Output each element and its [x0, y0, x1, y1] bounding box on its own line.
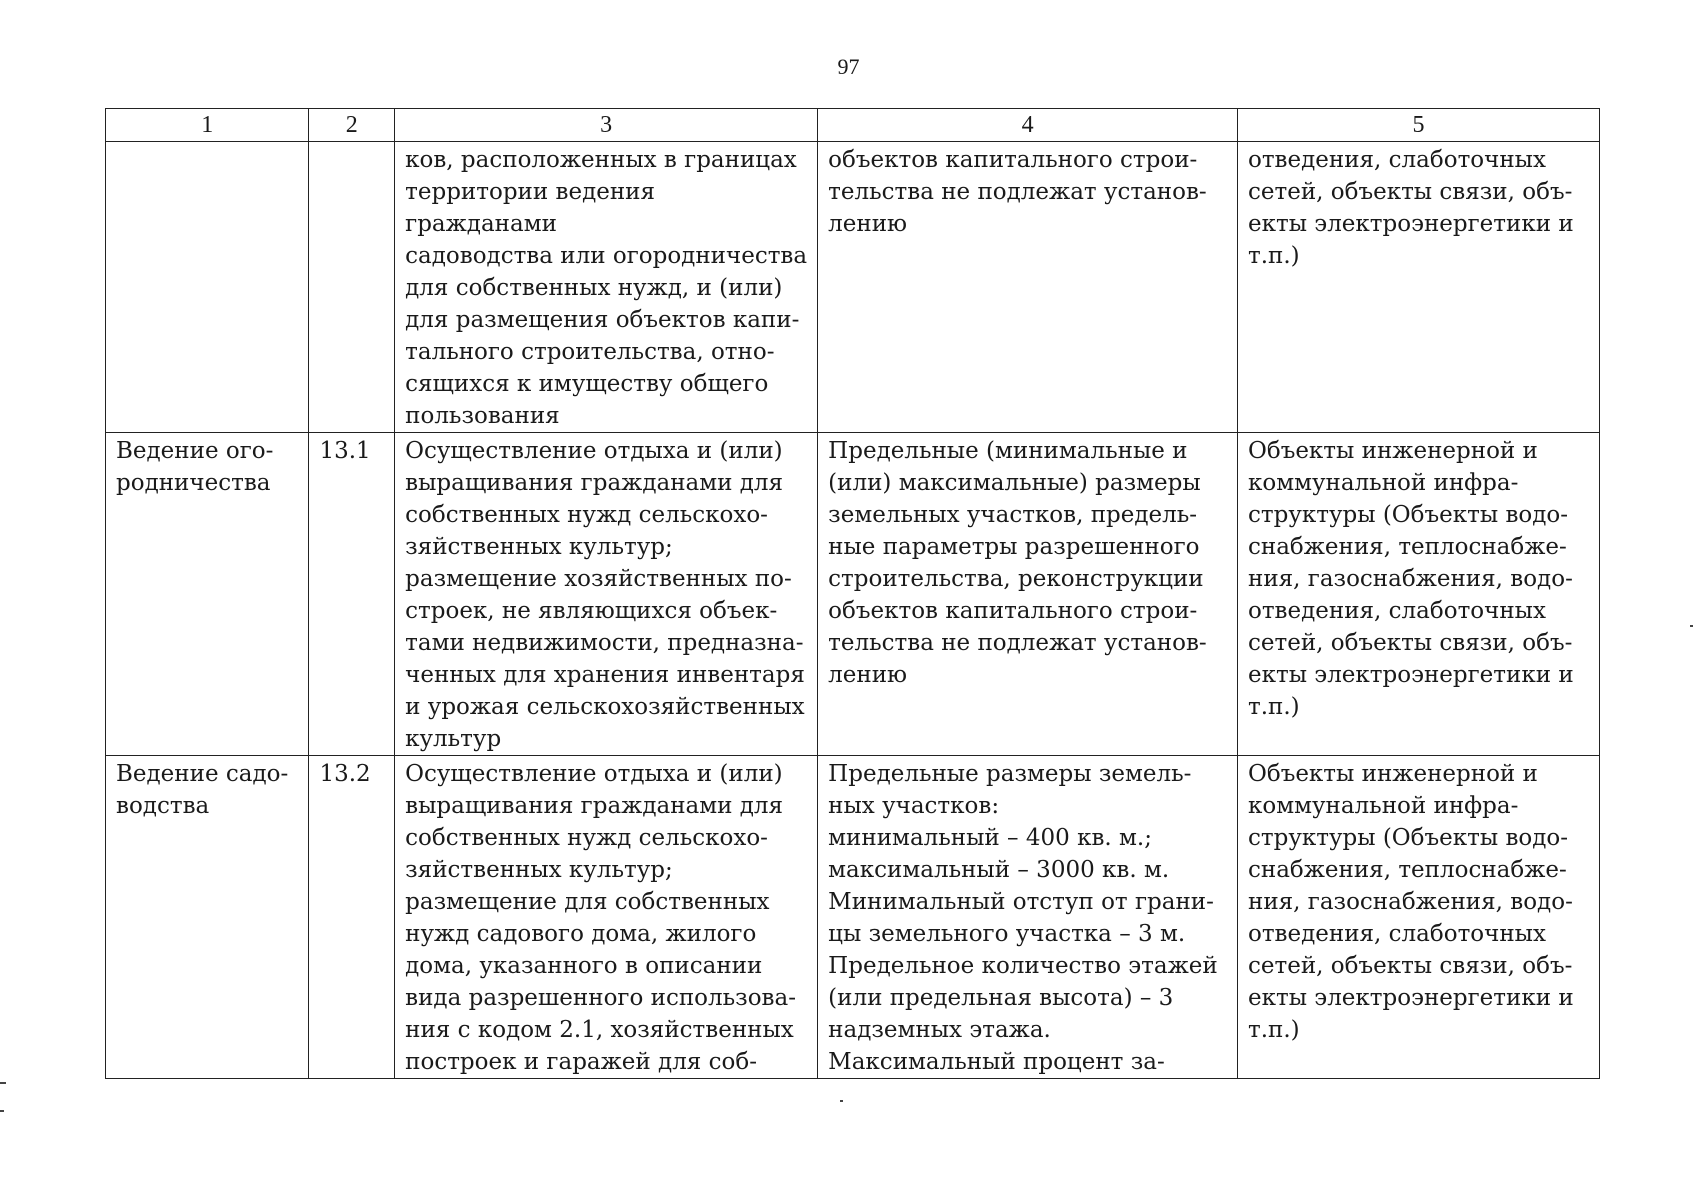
use-name-cell: Ведение садо- водства	[106, 756, 309, 1079]
header-col-4: 4	[818, 109, 1238, 142]
scan-artifact-mark	[0, 1082, 6, 1084]
use-description-cell: Осуществление отдыха и (или) выращивания гражданами для собственных нужд сельскохо- зяйственных культур; размещение хозяйственных по- строек, не являющихся объек- тами недвижимости, предназна- ченных для хранения инвентаря и урожая сельскохозяйственных культур	[395, 433, 818, 756]
header-col-3: 3	[395, 109, 818, 142]
use-code-cell: 13.1	[309, 433, 395, 756]
parameters-cell: Предельные (минимальные и (или) максимальные) размеры земельных участков, предель- ные параметры разрешенного строительства, реконструкции объектов капитального строи- тельства не подлежат установ- лению	[818, 433, 1238, 756]
table-row-13-2	[106, 756, 1600, 1079]
header-col-1: 1	[106, 109, 309, 142]
page-number: 97	[837, 54, 860, 79]
land-use-table	[105, 108, 1600, 1079]
table-row-continued	[106, 142, 1600, 433]
header-col-2: 2	[309, 109, 395, 142]
use-description-cell: Осуществление отдыха и (или) выращивания гражданами для собственных нужд сельскохо- зяйственных культур; размещение для собственных нужд садового дома, жилого дома, указанного в описании вида разрешенного использова- ния с кодом 2.1, хозяйственных построек и гаражей для соб-	[395, 756, 818, 1079]
use-code-cell: 13.2	[309, 756, 395, 1079]
use-code-cell	[309, 142, 395, 433]
use-name-cell	[106, 142, 309, 433]
table-row-13-1	[106, 433, 1600, 756]
parameters-cell: Предельные размеры земель- ных участков: минимальный – 400 кв. м.; максимальный – 3000 кв. м. Минимальный отступ от грани- цы земельного участка – 3 м. Предельное количество этажей (или предельная высота) – 3 надземных этажа. Максимальный процент за-	[818, 756, 1238, 1079]
header-row	[106, 109, 1600, 142]
use-name-cell: Ведение ого- родничества	[106, 433, 309, 756]
objects-cell: Объекты инженерной и коммунальной инфра- структуры (Объекты водо- снабжения, теплоснабже- ния, газоснабжения, водо- отведения, слаботочных сетей, объекты связи, объ- екты электроэнергетики и т.п.)	[1237, 433, 1599, 756]
scan-artifact-mark	[1690, 625, 1693, 627]
scan-artifact-mark	[0, 1110, 4, 1112]
use-description-cell: ков, расположенных в границах территории ведения гражданами садоводства или огородничества для собственных нужд, и (или) для размещения объектов капи- тального строительства, отно- сящихся к имуществу общего пользования	[395, 142, 818, 433]
objects-cell: Объекты инженерной и коммунальной инфра- структуры (Объекты водо- снабжения, теплоснабже- ния, газоснабжения, водо- отведения, слаботочных сетей, объекты связи, объ- екты электроэнергетики и т.п.)	[1237, 756, 1599, 1079]
objects-cell: отведения, слаботочных сетей, объекты связи, объ- екты электроэнергетики и т.п.)	[1237, 142, 1599, 433]
scan-artifact-mark	[840, 1100, 843, 1102]
parameters-cell: объектов капитального строи- тельства не подлежат установ- лению	[818, 142, 1238, 433]
header-col-5: 5	[1237, 109, 1599, 142]
